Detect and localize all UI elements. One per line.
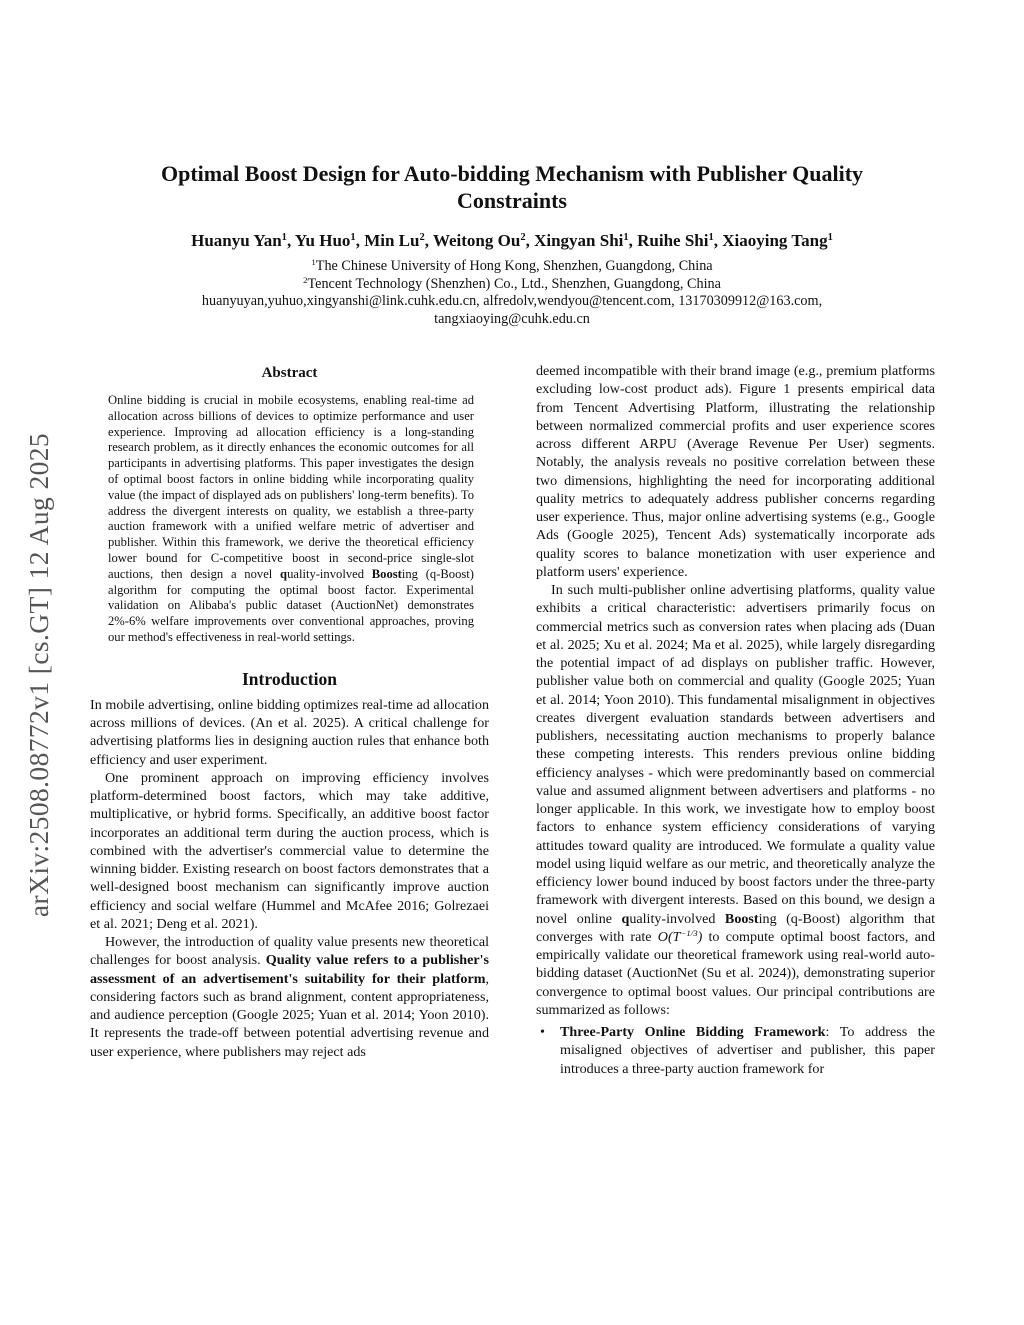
math-text: O(T bbox=[657, 928, 681, 945]
affiliation-text: The Chinese University of Hong Kong, Shenzhen, Guangdong, China bbox=[315, 258, 713, 274]
arxiv-identifier: arXiv:2508.08772v1 [cs.GT] 12 Aug 2025 bbox=[23, 432, 54, 917]
abstract-part: Online bidding is crucial in mobile ecosystems, enabling real-time ad allocation across billions of devices to optimize performance and user experience. Improving ad allocation efficiency is a long-standing research problem, as it directly enhances the economic outcomes for all participants in advertising platforms. This paper investigates the design of optimal boost factors in online bidding while incorporating quality value (the impact of displayed ads on publishers' long-term benefits). To address the divergent interests on quality, we establish a three-party auction framework with a unified welfare metric of advertiser and publisher. Within this framework, we derive the theoretical efficiency lower bound for C-competitive boost in second-price single-slot auctions, then design a novel bbox=[108, 393, 474, 581]
author: Min Lu bbox=[364, 231, 420, 250]
abstract-part: uality-involved bbox=[287, 566, 372, 581]
bold-letter: q bbox=[621, 910, 630, 927]
intro-paragraph-3 bbox=[90, 933, 489, 1061]
right-paragraph-1: deemed incompatible with their brand image (e.g., premium platforms excluding low-cost product ads). Figure 1 presents empirical data from Tencent Advertising Platform, illustrating the relationship between normalized commercial profits and user experience scores across different ARPU (Average Revenue Per User) segments. Notably, the analysis reveals no positive correlation between these two dimensions, highlighting the need for incorporating additional quality metrics to adequately address publisher concerns regarding user experience. Thus, major online advertising systems (e.g., Google Ads (Google 2025), Tencent Ads) systematically incorporate ads quality scores to balance monetization with user experience and platform users' experience. bbox=[536, 363, 935, 580]
bold-word: Boost bbox=[724, 910, 759, 927]
bullet-text bbox=[560, 1023, 935, 1078]
author: Xingyan Shi bbox=[534, 231, 624, 250]
author-emails-line-1: huanyuyan,yuhuo,xingyanshi@link.cuhk.edu.cn, alfredolv,wendyou@tencent.com, 13170309912@163.com, bbox=[201, 293, 823, 310]
left-column bbox=[90, 362, 489, 1061]
author: Yu Huo bbox=[294, 231, 351, 250]
paragraph-part: However, the introduction of quality value presents new theoretical challenges for boost analysis. bbox=[90, 934, 489, 969]
affiliation-2 bbox=[60, 276, 964, 294]
title-line-2: Constraints bbox=[456, 188, 567, 213]
convergence-rate-math bbox=[658, 929, 702, 945]
author-separator: , bbox=[424, 231, 433, 250]
affiliation-mark: 1 bbox=[281, 232, 287, 244]
author-separator: , bbox=[355, 231, 365, 250]
abstract-bold-letter: q bbox=[280, 566, 288, 581]
paper-title bbox=[100, 160, 924, 214]
paragraph-part: uality-involved bbox=[629, 910, 725, 927]
right-column bbox=[536, 362, 935, 1078]
title-line-1: Optimal Boost Design for Auto-bidding Mechanism with Publisher Quality bbox=[160, 161, 864, 186]
math-close: ) bbox=[697, 928, 703, 945]
affiliation-1 bbox=[60, 258, 964, 276]
author: Huanyu Yan bbox=[191, 231, 282, 250]
affiliation-mark: 1 bbox=[827, 232, 833, 244]
abstract-heading: Abstract bbox=[261, 365, 318, 381]
paragraph-part: In such multi-publisher online advertising platforms, quality value exhibits a critical characteristic: advertisers primarily focus on commercial metrics such as conversion rates when placing ads (Duan et al. 2025; Xu et al. 2024; Ma et al. 2025), while largely disregarding the potential impact of ad displays on publisher traffic. However, publisher value both on commercial and quality (Google 2025; Yuan et al. 2014; Yoon 2010). This fundamental misalignment in objectives creates divergent evaluation standards between advertisers and publishers, necessitating auction mechanisms to properly balance these competing interests. This renders previous online bidding efficiency analyses - which were predominantly based on commercial value and assumed alignment between advertisers and platforms - no longer applicable. In this work, we investigate how to employ boost factors to enhance system efficiency considerations of varying attitudes toward quality are introduced. We formulate a quality value model using liquid welfare as our metric, and theoretically analyze the efficiency lower bound induced by boost factors under the three-party framework with divergent interests. Based on this bound, we design a novel online bbox=[536, 582, 935, 927]
math-exponent: −1/3 bbox=[680, 927, 698, 938]
arxiv-identifier-sidebar bbox=[16, 372, 62, 977]
author-list bbox=[60, 230, 964, 252]
affiliation-mark: 2 bbox=[520, 232, 526, 244]
intro-paragraph-2: One prominent approach on improving efficiency involves platform-determined boost factors, which may take additive, multiplicative, or hybrid forms. Specifically, an additive boost factor incorporates an additional term during the auction process, which is combined with the advertiser's commercial value to determine the winning bidder. Existing research on boost factors demonstrates that a well-designed boost mechanism can significantly improve auction efficiency and social welfare (Hummel and McAfee 2016; Golrezaei et al. 2021; Deng et al. 2021). bbox=[90, 769, 489, 932]
quality-value-definition: Quality value refers to a publisher's assessment of an advertisement's suitability for their platform bbox=[90, 952, 489, 987]
bullet-marker: • bbox=[540, 1024, 545, 1040]
paragraph-part: , considering factors such as brand alignment, content appropriateness, and audience perception (Google 2025; Yuan et al. 2014; Yoon 2010). It represents the trade-off between potential advertising revenue and user experience, where publishers may reject ads bbox=[90, 970, 489, 1060]
intro-paragraph-1: In mobile advertising, online bidding optimizes real-time ad allocation across millions of devices. (An et al. 2025). A critical challenge for advertising platforms lies in designing auction rules that enhance both efficiency and user experiment. bbox=[90, 696, 489, 768]
affiliation-mark: 2 bbox=[303, 274, 308, 285]
paragraph-part: to compute optimal boost factors, and empirically validate our theoretical framework using real-world auto-bidding dataset (AuctionNet (Su et al. 2024)), demonstrating superior convergence to optimal boost values. Our principal contributions are summarized as follows: bbox=[536, 928, 936, 1018]
bullet-body: : To address the misaligned objectives of advertiser and publisher, this paper introduces a three-party auction framework for bbox=[560, 1024, 935, 1077]
author: Ruihe Shi bbox=[637, 231, 709, 250]
abstract-part: ing (q-Boost) algorithm for computing the optimal boost factor. Experimental validation on Alibaba's public dataset (AuctionNet) demonstrates 2%-6% welfare improvements over conventional approaches, proving our method's effectiveness in real-world settings. bbox=[108, 566, 474, 644]
affiliation-mark: 1 bbox=[708, 232, 714, 244]
abstract-text bbox=[108, 393, 474, 646]
author-separator: , bbox=[286, 231, 295, 250]
introduction-heading: Introduction bbox=[242, 668, 337, 689]
bullet-heading: Three-Party Online Bidding Framework bbox=[560, 1024, 826, 1040]
affiliation-mark: 2 bbox=[419, 232, 425, 244]
author-separator: , bbox=[525, 231, 535, 250]
author-separator: , bbox=[628, 231, 638, 250]
affiliation-mark: 1 bbox=[311, 257, 316, 268]
contribution-bullet bbox=[536, 1023, 935, 1078]
author: Weitong Ou bbox=[432, 231, 521, 250]
affiliation-text: Tencent Technology (Shenzhen) Co., Ltd., Shenzhen, Guangdong, China bbox=[307, 275, 721, 292]
affiliation-mark: 1 bbox=[623, 232, 629, 244]
author: Xiaoying Tang bbox=[722, 231, 828, 250]
affiliation-mark: 1 bbox=[350, 232, 356, 244]
paragraph-part: ing (q-Boost) algorithm that converges with rate bbox=[536, 910, 935, 945]
author-separator: , bbox=[713, 231, 723, 250]
affiliations bbox=[60, 258, 964, 328]
abstract-bold-word: Boost bbox=[371, 566, 402, 581]
right-paragraph-2 bbox=[536, 581, 935, 1019]
author-emails-line-2: tangxiaoying@cuhk.edu.cn bbox=[434, 310, 590, 327]
